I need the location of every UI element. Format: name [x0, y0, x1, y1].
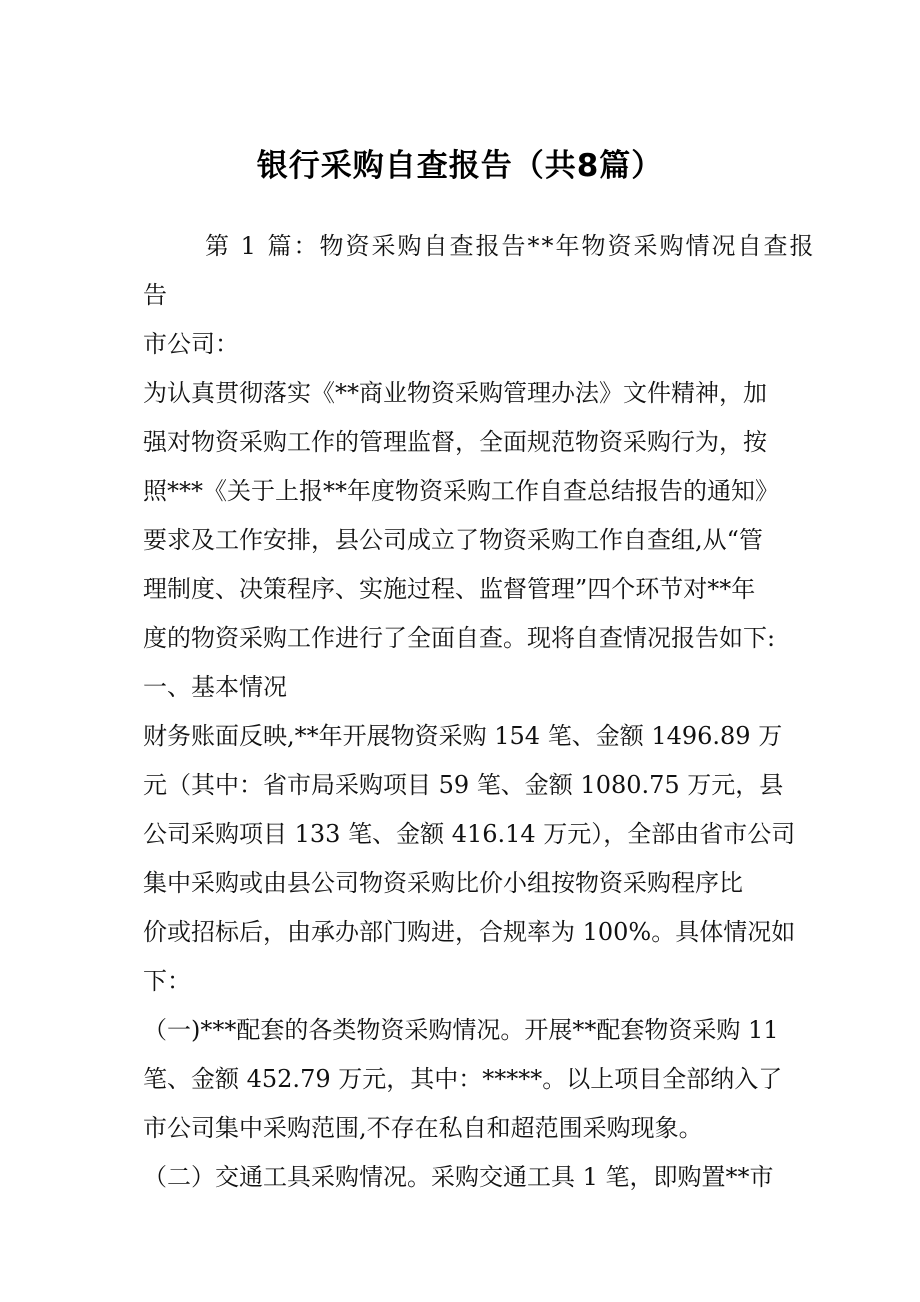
- paragraph-line: 公司采购项目 133 笔、金额 416.14 万元），全部由省市公司: [143, 820, 796, 848]
- paragraph-line: 度的物资采购工作进行了全面自查。现将自查情况报告如下:: [143, 624, 776, 652]
- paragraph-line: 元（其中：省市局采购项目 59 笔、金额 1080.75 万元，县: [143, 771, 784, 799]
- paragraph-line: 第 1 篇：物资采购自查报告**年物资采购情况自查报: [205, 232, 816, 260]
- paragraph-line: 市公司：: [143, 330, 239, 358]
- document-title: 银行采购自查报告（共8篇）: [256, 148, 664, 184]
- paragraph-line: 告: [143, 281, 167, 309]
- paragraph-line: 财务账面反映,**年开展物资采购 154 笔、金额 1496.89 万: [143, 722, 783, 750]
- paragraph-line: 要求及工作安排，县公司成立了物资采购工作自查组,从“管: [143, 526, 763, 554]
- paragraph-line: 理制度、决策程序、实施过程、监督管理”四个环节对**年: [143, 575, 756, 603]
- paragraph-line: （二）交通工具采购情况。采购交通工具 1 笔，即购置**市: [143, 1163, 774, 1191]
- paragraph-line: 笔、金额 452.79 万元，其中：*****。以上项目全部纳入了: [143, 1065, 783, 1093]
- document-body: [143, 222, 816, 1202]
- paragraph-line: 强对物资采购工作的管理监督，全面规范物资采购行为，按: [143, 428, 767, 456]
- paragraph-line: （一)***配套的各类物资采购情况。开展**配套物资采购 11: [143, 1016, 779, 1044]
- paragraph-line: 照***《关于上报**年度物资采购工作自查总结报告的通知》: [143, 477, 779, 505]
- paragraph-line: 价或招标后，由承办部门购进，合规率为 100%。具体情况如: [143, 918, 796, 946]
- paragraph-line: 集中采购或由县公司物资采购比价小组按物资采购程序比: [143, 869, 743, 897]
- section-heading: 一、基本情况: [143, 673, 287, 701]
- paragraph-line: 下：: [143, 967, 191, 995]
- paragraph-line: 为认真贯彻落实《**商业物资采购管理办法》文件精神，加: [143, 379, 767, 407]
- paragraph-line: 市公司集中采购范围,不存在私自和超范围采购现象。: [143, 1114, 703, 1142]
